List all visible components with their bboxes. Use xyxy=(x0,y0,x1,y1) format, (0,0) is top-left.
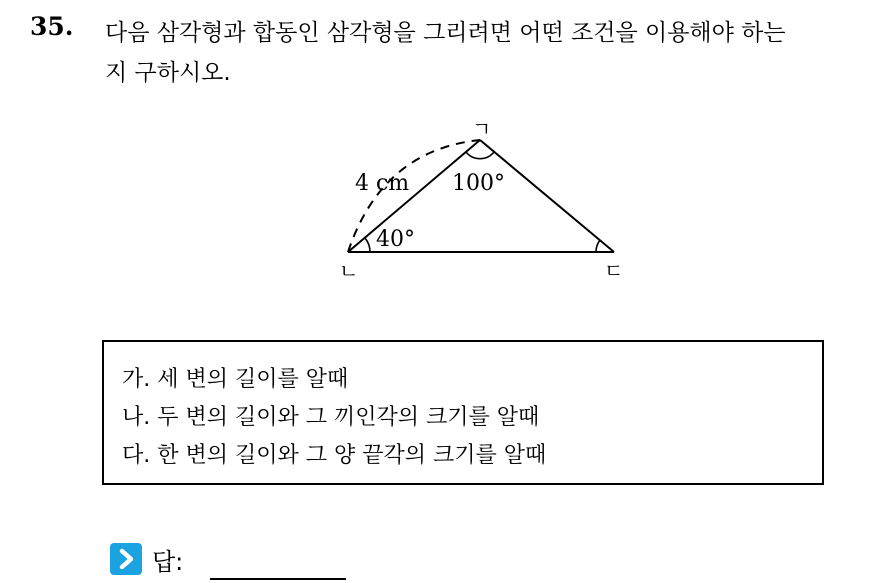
answer-label: 답: xyxy=(152,548,184,576)
question-number: 35. xyxy=(30,12,74,41)
question-text-line-1: 다음 삼각형과 합동인 삼각형을 그리려면 어떤 조건을 이용해야 하는 xyxy=(105,20,786,46)
choices-box xyxy=(102,340,824,485)
chevron-right-icon xyxy=(110,543,142,575)
side-right xyxy=(480,140,614,252)
answer-blank[interactable] xyxy=(210,578,346,580)
vertex-label-left: ㄴ xyxy=(339,259,359,283)
side-length-label: 4 cm xyxy=(355,171,410,196)
vertex-label-top: ㄱ xyxy=(472,117,492,141)
angle-label-left: 40° xyxy=(376,227,415,252)
question-text-line-2: 지 구하시오. xyxy=(105,60,231,86)
angle-arc-top xyxy=(466,152,494,159)
angle-arc-left xyxy=(365,238,370,252)
angle-label-top: 100° xyxy=(452,171,505,196)
angle-arc-right xyxy=(596,240,600,252)
choice-ga: 가. 세 변의 길이를 알때 xyxy=(122,367,349,392)
vertex-label-right: ㄷ xyxy=(604,259,624,283)
choice-na: 나. 두 변의 길이와 그 끼인각의 크기를 알때 xyxy=(122,405,540,430)
choice-da: 다. 한 변의 길이와 그 양 끝각의 크기를 알때 xyxy=(122,443,547,468)
